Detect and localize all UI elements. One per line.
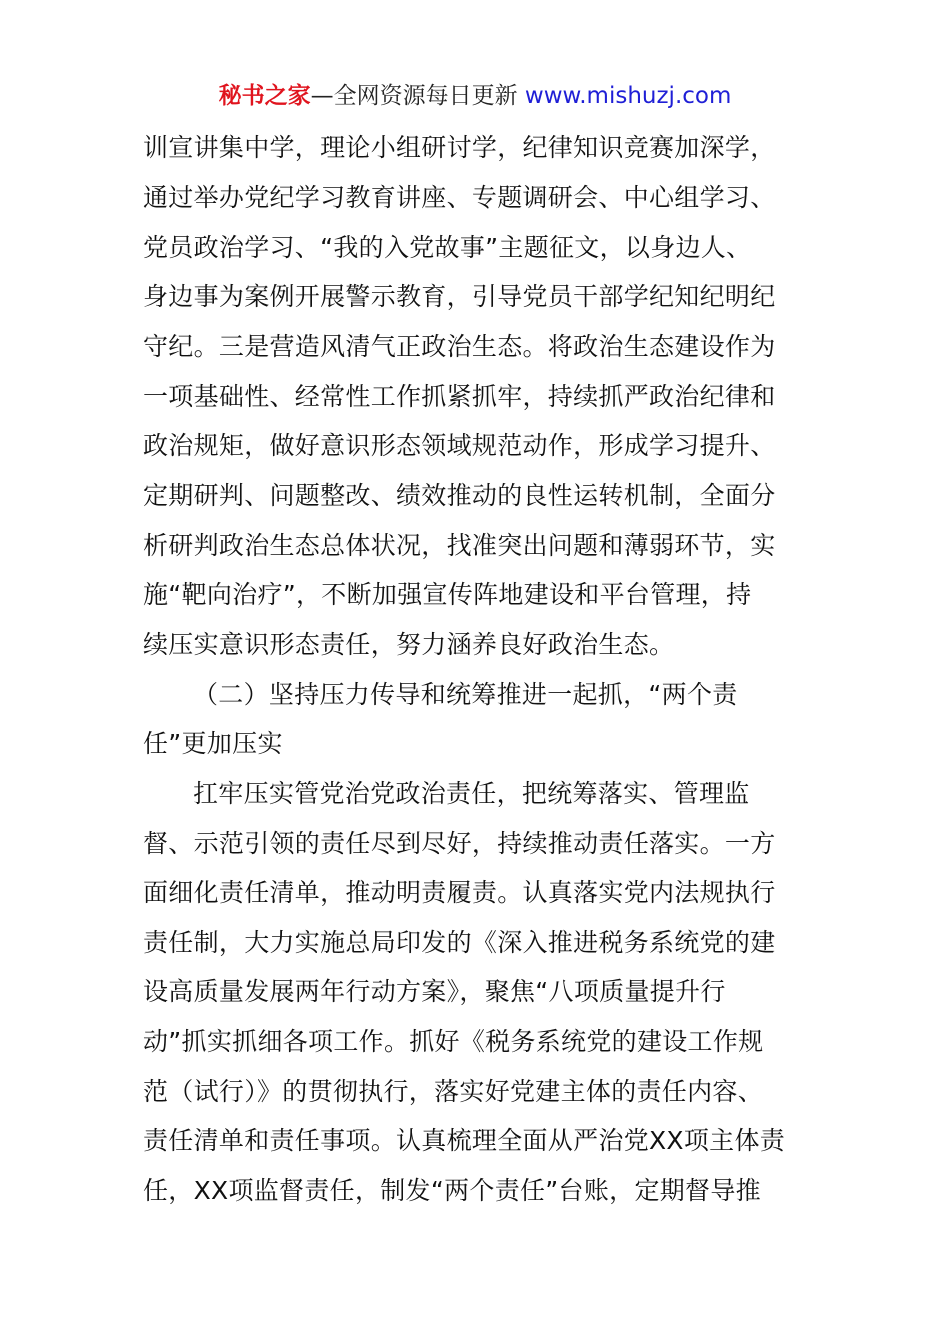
text-line: 通过举办党纪学习教育讲座、专题调研会、中心组学习、 [143,183,776,212]
text-line: 任，XX项监督责任，制发“两个责任”台账，定期督导推 [143,1176,761,1205]
text-line: 范（试行）》的贯彻执行，落实好党建主体的责任内容、 [143,1077,764,1106]
text-line: 续压实意识形态责任，努力涵养良好政治生态。 [143,630,675,659]
text-line: 身边事为案例开展警示教育，引导党员干部学纪知纪明纪 [143,282,776,311]
site-tagline: —全网资源每日更新 [310,83,518,109]
text-line: 析研判政治生态总体状况，找准突出问题和薄弱环节，实 [143,531,776,560]
text-line: 动”抓实抓细各项工作。抓好《税务系统党的建设工作规 [143,1027,764,1056]
text-line: 施“靶向治疗”，不断加强宣传阵地建设和平台管理，持 [143,580,752,609]
text-line: 督、示范引领的责任尽到尽好，持续推动责任落实。一方 [143,829,776,858]
text-line: 一项基础性、经常性工作抓紧抓牢，持续抓严政治纪律和 [143,382,776,411]
section-heading-line: （二）坚持压力传导和统筹推进一起抓，“两个责 [193,680,738,709]
text-line: 定期研判、问题整改、绩效推动的良性运转机制，全面分 [143,481,776,510]
site-header [0,80,950,112]
text-line: 责任制，大力实施总局印发的《深入推进税务系统党的建 [143,928,776,957]
text-line: 党员政治学习、“我的入党故事”主题征文，以身边人、 [143,233,752,262]
site-url[interactable]: www.mishuzj.com [524,83,732,109]
site-brand: 秘书之家 [218,83,311,109]
text-line: 责任清单和责任事项。认真梳理全面从严治党XX项主体责 [143,1126,786,1155]
text-line: 训宣讲集中学，理论小组研讨学，纪律知识竞赛加深学， [143,133,776,162]
section-heading-line: 任”更加压实 [143,729,283,758]
text-line: 设高质量发展两年行动方案》，聚焦“八项质量提升行 [143,977,726,1006]
text-line: 面细化责任清单，推动明责履责。认真落实党内法规执行 [143,878,776,907]
text-line: 政治规矩，做好意识形态领域规范动作，形成学习提升、 [143,431,776,460]
text-line: 扛牢压实管党治党政治责任，把统筹落实、管理监 [193,779,750,808]
text-line: 守纪。三是营造风清气正政治生态。将政治生态建设作为 [143,332,776,361]
